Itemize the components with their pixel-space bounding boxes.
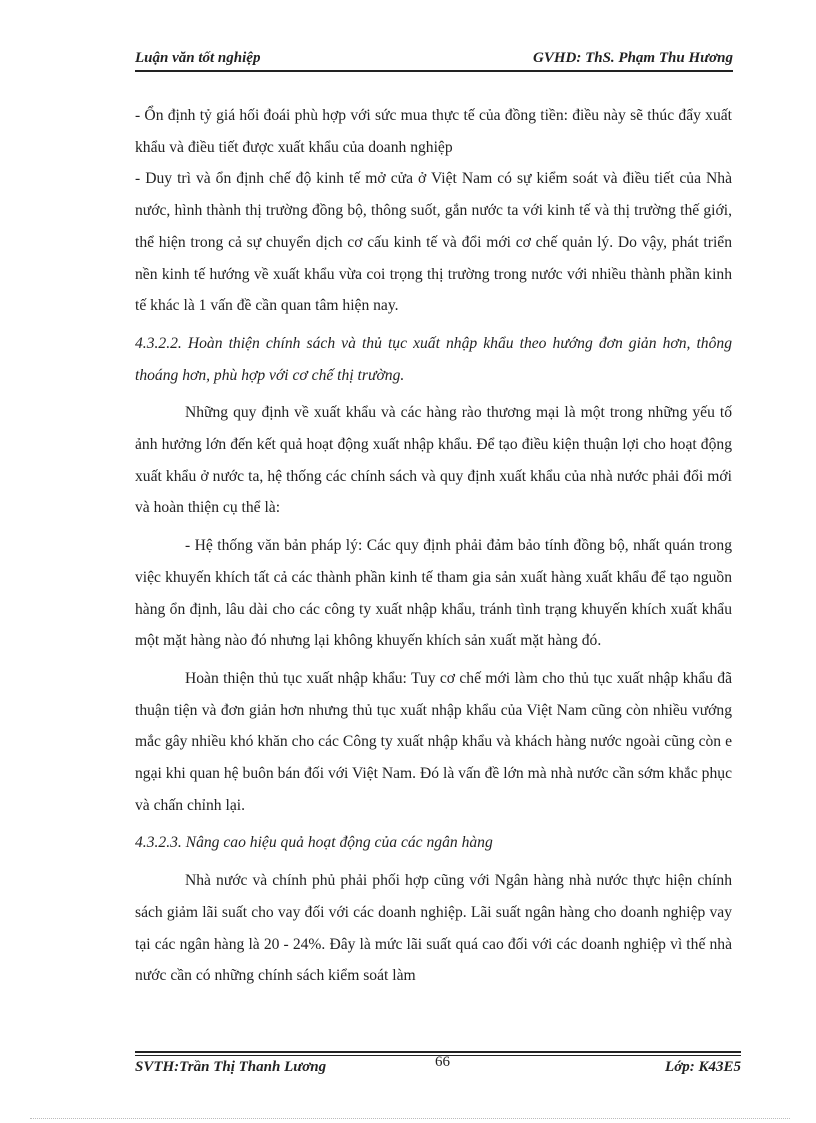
paragraph-exchange-rate: - Ổn định tỷ giá hối đoái phù hợp với sức mua thực tế của đồng tiền: điều này sẽ thúc đẩy xuất khẩu và điều tiết được xuất khẩu của doanh nghiệp	[135, 107, 732, 156]
header-divider	[135, 70, 733, 72]
document-body	[135, 100, 732, 992]
paragraph-procedures: Hoàn thiện thủ tục xuất nhập khẩu: Tuy cơ chế mới làm cho thủ tục xuất nhập khẩu đã thuận tiện và đơn giản hơn nhưng thủ tục xuất nhập khẩu của Việt Nam cũng còn nhiều vướng mắc gây nhiều khó khăn cho các Công ty xuất nhập khẩu và khách hàng nước ngoài cũng còn e ngại khi quan hệ buôn bán đối với Việt Nam. Đó là vấn đề lớn mà nhà nước cần sớm khắc phục và chấn chỉnh lại.	[135, 669, 732, 814]
paragraph-export-regulations: Những quy định về xuất khẩu và các hàng rào thương mại là một trong những yếu tố ảnh hưởng lớn đến kết quả hoạt động xuất nhập khẩu. Để tạo điều kiện thuận lợi cho hoạt động xuất khẩu ở nước ta, hệ thống các chính sách và quy định xuất khẩu của nhà nước phải đổi mới và hoàn thiện cụ thể là:	[135, 404, 732, 517]
page-number: 66	[435, 1054, 450, 1070]
paragraph-open-economy: - Duy trì và ổn định chế độ kinh tế mở cửa ở Việt Nam có sự kiểm soát và điều tiết của Nhà nước, hình thành thị trường đồng bộ, thông suốt, gắn nước ta với kinh tế và thị trường thế giới, thể hiện trong cả sự chuyển dịch cơ cấu kinh tế và đổi mới cơ chế quản lý. Do vậy, phát triển nền kinh tế hướng về xuất khẩu vừa coi trọng thị trường trong nước với nhiều thành phần kinh tế khác là 1 vấn đề cần quan tâm hiện nay.	[135, 170, 732, 315]
header-supervisor: GVHD: ThS. Phạm Thu Hương	[533, 50, 733, 66]
page-footer	[135, 1054, 741, 1079]
page-header	[135, 50, 733, 70]
footer-class: Lớp: K43E5	[665, 1059, 741, 1075]
paragraph-banks: Nhà nước và chính phủ phải phối hợp cũng với Ngân hàng nhà nước thực hiện chính sách giảm lãi suất cho vay đối với các doanh nghiệp. Lãi suất ngân hàng cho doanh nghiệp vay tại các ngân hàng là 20 - 24%. Đây là mức lãi suất quá cao đối với các doanh nghiệp vì thế nhà nước cần có những chính sách kiểm soát làm	[135, 872, 732, 985]
section-heading-4-3-2-3: 4.3.2.3. Nâng cao hiệu quả hoạt động của các ngân hàng	[135, 834, 493, 852]
section-heading-4-3-2-2: 4.3.2.2. Hoàn thiện chính sách và thủ tục xuất nhập khẩu theo hướng đơn giản hơn, thông thoáng hơn, phù hợp với cơ chế thị trường.	[135, 334, 732, 384]
paragraph-legal-system: - Hệ thống văn bản pháp lý: Các quy định phải đảm bảo tính đồng bộ, nhất quán trong việc khuyến khích tất cả các thành phần kinh tế tham gia sản xuất hàng xuất khẩu để tạo nguồn hàng ổn định, lâu dài cho các công ty xuất nhập khẩu, tránh tình trạng khuyến khích xuất khẩu một mặt hàng nào đó nhưng lại không khuyến khích sản xuất mặt hàng đó.	[135, 537, 732, 650]
footer-divider-thick	[135, 1051, 741, 1053]
page-edge-dotted-line	[30, 1118, 790, 1119]
footer-student: SVTH:Trần Thị Thanh Lương	[135, 1059, 327, 1075]
header-thesis-title: Luận văn tốt nghiệp	[135, 50, 261, 66]
